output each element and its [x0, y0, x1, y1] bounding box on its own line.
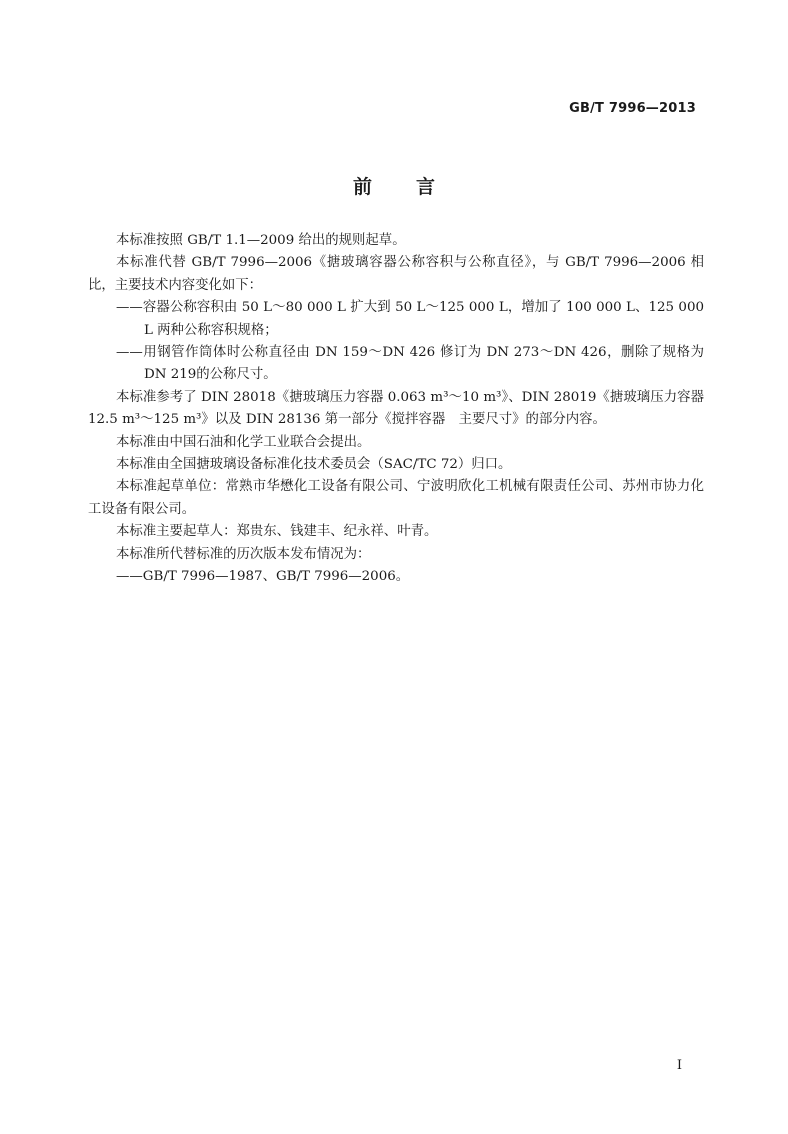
paragraph-drafting-units: 本标准起草单位：常熟市华懋化工设备有限公司、宁波明欣化工机械有限责任公司、苏州市协力化工设备有限公司。	[88, 479, 704, 517]
document-body	[88, 230, 704, 589]
paragraph-proposer: 本标准由中国石油和化学工业联合会提出。	[116, 434, 371, 450]
standard-number: GB/T 7996—2013	[569, 101, 696, 116]
paragraph-references: 本标准参考了 DIN 28018《搪玻璃压力容器 0.063 m³～10 m³》、DIN 28019《搪玻璃压力容器 12.5 m³～125 m³》以及 DIN 28136 第一部分《搅拌容器 主要尺寸》的部分内容。	[88, 389, 704, 428]
list-item-history: ——GB/T 7996—1987、GB/T 7996—2006。	[116, 569, 410, 585]
paragraph-committee: 本标准由全国搪玻璃设备标准化技术委员会（SAC/TC 72）归口。	[116, 457, 512, 473]
paragraph-history-intro: 本标准所代替标准的历次版本发布情况为：	[116, 546, 371, 562]
page-title: 前言	[352, 176, 479, 198]
paragraph-replacement: 本标准代替 GB/T 7996—2006《搪玻璃容器公称容积与公称直径》，与 GB/T 7996—2006 相比，主要技术内容变化如下：	[88, 255, 704, 293]
paragraph-drafters: 本标准主要起草人：郑贵东、钱建丰、纪永祥、叶青。	[116, 524, 438, 540]
page-number: I	[676, 1058, 682, 1073]
list-item-diameter-change: ——用钢管作筒体时公称直径由 DN 159～DN 426 修订为 DN 273～DN 426，删除了规格为 DN 219的公称尺寸。	[116, 345, 704, 383]
paragraph-drafting-rules: 本标准按照 GB/T 1.1—2009 给出的规则起草。	[116, 233, 406, 248]
list-item-volume-change: ——容器公称容积由 50 L～80 000 L 扩大到 50 L～125 000 L，增加了 100 000 L、125 000 L 两种公称容积规格；	[116, 300, 704, 338]
